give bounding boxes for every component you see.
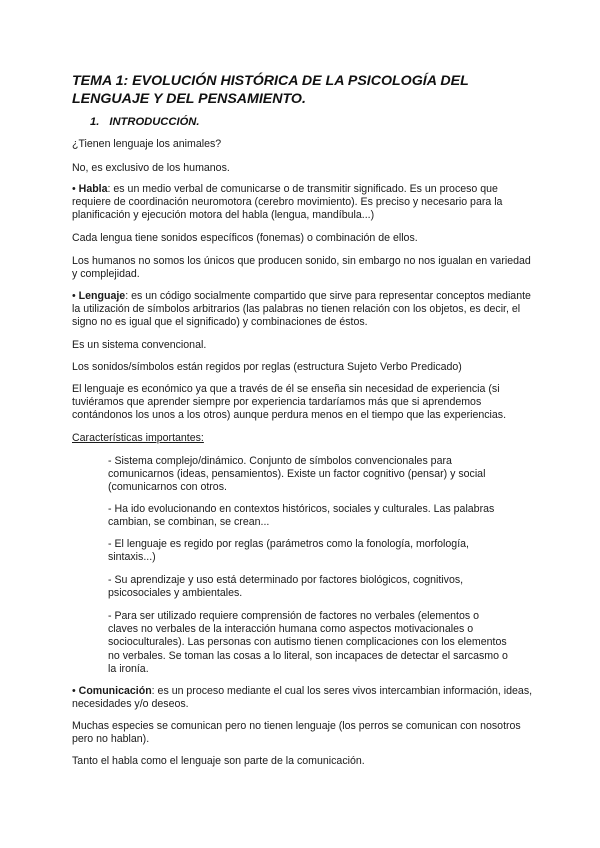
paragraph-reglas: Los sonidos/símbolos están regidos por reglas (estructura Sujeto Verbo Predicado) <box>72 361 462 373</box>
caracteristica-item: - Ha ido evolucionando en contextos históricos, sociales y culturales. Las palabras cambian, se combinan, se crean... <box>108 503 495 529</box>
bullet: • <box>72 183 76 195</box>
definition-habla <box>72 183 534 223</box>
answer-animals: No, es exclusivo de los humanos. <box>72 162 230 174</box>
bullet: • <box>72 290 76 302</box>
definition-lenguaje-text: : es un código socialmente compartido que sirve para representar conceptos mediante la utilización de símbolos arbitrarios (las palabras no tienen relación con los objetos, es decir, el signo no es igual que el significado) y combinaciones de éstos. <box>72 290 531 329</box>
caracteristica-item: - Su aprendizaje y uso está determinado por factores biológicos, cognitivos, psicosociales y ambientales. <box>108 574 464 600</box>
paragraph-economico: El lenguaje es económico ya que a través de él se enseña sin necesidad de experiencia (si tuviéramos que aprender siempre por experiencia tardaríamos más que si aprendemos contándonos los unos a los otros) aunque perdura menos en el tiempo que las experiencias. <box>72 383 507 422</box>
question-animals: ¿Tienen lenguaje los animales? <box>72 138 222 150</box>
document-title: TEMA 1: EVOLUCIÓN HISTÓRICA DE LA PSICOLOGÍA DEL LENGUAJE Y DEL PENSAMIENTO. <box>72 73 469 107</box>
term-comunicacion: Comunicación <box>78 685 152 697</box>
definition-habla-text: : es un medio verbal de comunicarse o de transmitir significado. Es un proceso que requiere de coordinación neuromotora (cerebro movimiento). Es preciso y necesario para la planificación y ejecución motora del habla (lengua, mandíbula...) <box>72 183 503 222</box>
paragraph-fonemas: Cada lengua tiene sonidos específicos (fonemas) o combinación de ellos. <box>72 232 418 244</box>
caracteristica-item: - El lenguaje es regido por reglas (parámetros como la fonología, morfología, sintaxis...) <box>108 538 469 564</box>
caracteristicas-heading: Características importantes: <box>72 432 204 444</box>
paragraph-convencional: Es un sistema convencional. <box>72 339 207 351</box>
term-habla: Habla <box>78 183 108 195</box>
paragraph-especies: Muchas especies se comunican pero no tienen lenguaje (los perros se comunican con nosotros pero no hablan). <box>72 720 521 746</box>
section-title: INTRODUCCIÓN. <box>109 116 200 128</box>
definition-comunicacion-text: : es un proceso mediante el cual los seres vivos intercambian información, ideas, necesidades y/o deseos. <box>72 685 533 711</box>
paragraph-tanto: Tanto el habla como el lenguaje son parte de la comunicación. <box>72 755 365 767</box>
definition-lenguaje <box>72 290 534 330</box>
term-lenguaje: Lenguaje <box>78 290 126 302</box>
definition-comunicacion <box>72 685 534 711</box>
caracteristica-item: - Para ser utilizado requiere comprensión de factores no verbales (elementos o claves no verbales de la interacción humana como aspectos motivacionales o socioculturales). Las personas con autismo tienen complicaciones con los elementos no verbales. Se toman las cosas a lo literal, son incapaces de detectar el sarcasmo o la ironía. <box>108 610 508 675</box>
paragraph-humanos: Los humanos no somos los únicos que producen sonido, sin embargo no nos igualan en variedad y complejidad. <box>72 255 531 281</box>
caracteristica-item: - Sistema complejo/dinámico. Conjunto de símbolos convencionales para comunicarnos (ideas, pensamientos). Existe un factor cognitivo (pensar) y social (comunicarnos con otros. <box>108 455 486 494</box>
bullet: • <box>72 685 76 697</box>
section-heading <box>90 116 199 128</box>
section-number: 1. <box>90 116 100 128</box>
